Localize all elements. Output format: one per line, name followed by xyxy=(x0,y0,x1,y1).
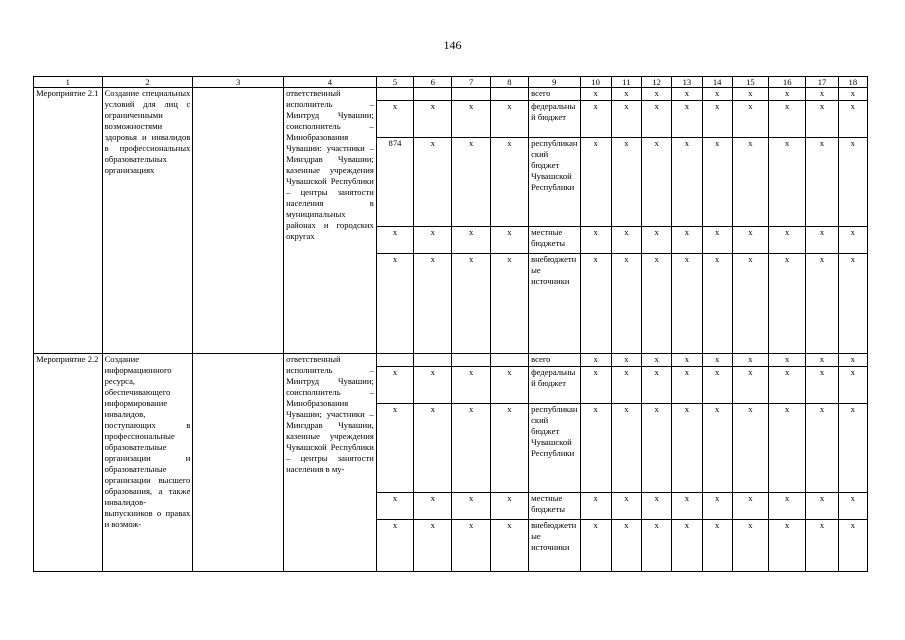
column-header-4: 4 xyxy=(284,77,377,88)
value-cell: x xyxy=(452,227,490,254)
year-mark-cell: x xyxy=(732,88,768,101)
year-mark-cell: x xyxy=(769,367,806,404)
value-cell: x xyxy=(490,138,528,227)
year-mark-cell: x xyxy=(838,101,867,138)
year-mark-cell: x xyxy=(611,493,641,520)
year-mark-cell: x xyxy=(769,354,806,367)
value-cell: x xyxy=(452,367,490,404)
event-cell: Мероприятие 2.2 xyxy=(34,354,103,572)
year-mark-cell: x xyxy=(702,254,732,354)
year-mark-cell: x xyxy=(732,101,768,138)
year-mark-cell: x xyxy=(702,520,732,572)
year-mark-cell: x xyxy=(769,88,806,101)
value-cell: x xyxy=(490,367,528,404)
value-cell xyxy=(376,88,413,101)
executor-cell: ответственный исполнитель – Минтруд Чувашии; соисполнитель – Минобразования Чувашии; участники – Минздрав Чувашии, казенные учреждения Чувашской Республики – центры занятости населения в му- xyxy=(284,354,377,572)
value-cell: x xyxy=(414,227,452,254)
column-header-12: 12 xyxy=(642,77,672,88)
year-mark-cell: x xyxy=(580,354,611,367)
value-cell: x xyxy=(490,520,528,572)
year-mark-cell: x xyxy=(806,101,838,138)
year-mark-cell: x xyxy=(672,520,702,572)
year-mark-cell: x xyxy=(732,404,768,493)
funding-source-cell: республиканский бюджет Чувашской Республики xyxy=(529,404,580,493)
value-cell: x xyxy=(490,227,528,254)
year-mark-cell: x xyxy=(806,354,838,367)
year-mark-cell: x xyxy=(732,520,768,572)
year-mark-cell: x xyxy=(611,354,641,367)
year-mark-cell: x xyxy=(838,520,867,572)
year-mark-cell: x xyxy=(672,88,702,101)
column-header-13: 13 xyxy=(672,77,702,88)
year-mark-cell: x xyxy=(806,227,838,254)
year-mark-cell: x xyxy=(611,227,641,254)
value-cell: x xyxy=(414,138,452,227)
year-mark-cell: x xyxy=(642,254,672,354)
year-mark-cell: x xyxy=(769,404,806,493)
value-cell: x xyxy=(376,254,413,354)
year-mark-cell: x xyxy=(580,254,611,354)
value-cell: x xyxy=(452,101,490,138)
column-header-18: 18 xyxy=(838,77,867,88)
year-mark-cell: x xyxy=(642,101,672,138)
year-mark-cell: x xyxy=(702,354,732,367)
year-mark-cell: x xyxy=(611,138,641,227)
year-mark-cell: x xyxy=(838,88,867,101)
year-mark-cell: x xyxy=(838,367,867,404)
column-header-8: 8 xyxy=(490,77,528,88)
column-header-6: 6 xyxy=(414,77,452,88)
value-cell xyxy=(414,88,452,101)
year-mark-cell: x xyxy=(611,404,641,493)
value-cell: 874 xyxy=(376,138,413,227)
value-cell: x xyxy=(490,404,528,493)
year-mark-cell: x xyxy=(732,138,768,227)
event-cell: Мероприятие 2.1 xyxy=(34,88,103,354)
year-mark-cell: x xyxy=(611,101,641,138)
year-mark-cell: x xyxy=(611,88,641,101)
value-cell: x xyxy=(376,493,413,520)
value-cell xyxy=(490,88,528,101)
funding-source-cell: всего xyxy=(529,354,580,367)
year-mark-cell: x xyxy=(769,254,806,354)
year-mark-cell: x xyxy=(672,101,702,138)
year-mark-cell: x xyxy=(642,367,672,404)
value-cell: x xyxy=(490,101,528,138)
year-mark-cell: x xyxy=(702,367,732,404)
year-mark-cell: x xyxy=(611,367,641,404)
year-mark-cell: x xyxy=(672,138,702,227)
year-mark-cell: x xyxy=(806,88,838,101)
value-cell: x xyxy=(414,493,452,520)
year-mark-cell: x xyxy=(732,354,768,367)
year-mark-cell: x xyxy=(580,493,611,520)
column-header-14: 14 xyxy=(702,77,732,88)
year-mark-cell: x xyxy=(642,227,672,254)
value-cell xyxy=(452,88,490,101)
year-mark-cell: x xyxy=(672,493,702,520)
year-mark-cell: x xyxy=(702,88,732,101)
value-cell: x xyxy=(376,101,413,138)
year-mark-cell: x xyxy=(769,520,806,572)
value-cell: x xyxy=(376,227,413,254)
funding-source-cell: всего xyxy=(529,88,580,101)
column-header-15: 15 xyxy=(732,77,768,88)
column-header-16: 16 xyxy=(769,77,806,88)
funding-source-cell: федеральный бюджет xyxy=(529,367,580,404)
header-row xyxy=(34,77,868,88)
table-row xyxy=(34,354,868,367)
program-table xyxy=(33,76,868,572)
column-header-3: 3 xyxy=(193,77,284,88)
column-header-2: 2 xyxy=(102,77,193,88)
value-cell: x xyxy=(490,493,528,520)
year-mark-cell: x xyxy=(580,138,611,227)
table-row xyxy=(34,88,868,101)
year-mark-cell: x xyxy=(732,254,768,354)
year-mark-cell: x xyxy=(580,101,611,138)
year-mark-cell: x xyxy=(672,367,702,404)
year-mark-cell: x xyxy=(580,520,611,572)
value-cell: x xyxy=(414,101,452,138)
year-mark-cell: x xyxy=(611,254,641,354)
year-mark-cell: x xyxy=(769,138,806,227)
column-header-1: 1 xyxy=(34,77,103,88)
value-cell xyxy=(490,354,528,367)
value-cell: x xyxy=(452,138,490,227)
empty-cell-col3 xyxy=(193,354,284,572)
year-mark-cell: x xyxy=(642,493,672,520)
value-cell: x xyxy=(376,367,413,404)
year-mark-cell: x xyxy=(702,493,732,520)
year-mark-cell: x xyxy=(702,404,732,493)
year-mark-cell: x xyxy=(580,404,611,493)
year-mark-cell: x xyxy=(580,227,611,254)
year-mark-cell: x xyxy=(806,404,838,493)
year-mark-cell: x xyxy=(732,493,768,520)
value-cell: x xyxy=(452,520,490,572)
column-header-7: 7 xyxy=(452,77,490,88)
year-mark-cell: x xyxy=(702,138,732,227)
year-mark-cell: x xyxy=(806,367,838,404)
year-mark-cell: x xyxy=(732,367,768,404)
year-mark-cell: x xyxy=(806,254,838,354)
value-cell: x xyxy=(376,404,413,493)
year-mark-cell: x xyxy=(838,404,867,493)
funding-source-cell: местные бюджеты xyxy=(529,493,580,520)
year-mark-cell: x xyxy=(642,138,672,227)
year-mark-cell: x xyxy=(838,138,867,227)
year-mark-cell: x xyxy=(580,367,611,404)
year-mark-cell: x xyxy=(702,227,732,254)
column-header-17: 17 xyxy=(806,77,838,88)
value-cell: x xyxy=(414,520,452,572)
value-cell xyxy=(414,354,452,367)
funding-source-cell: республиканский бюджет Чувашской Республики xyxy=(529,138,580,227)
empty-cell-col3 xyxy=(193,88,284,354)
year-mark-cell: x xyxy=(672,354,702,367)
year-mark-cell: x xyxy=(838,227,867,254)
funding-source-cell: местные бюджеты xyxy=(529,227,580,254)
year-mark-cell: x xyxy=(580,88,611,101)
executor-cell: ответственный исполнитель – Минтруд Чувашии; соисполнитель – Минобразования Чувашии: участники – Минздрав Чувашии; казенные учреждения Чувашской Республики – центры занятости населения в муниципальных районах и городских округах xyxy=(284,88,377,354)
year-mark-cell: x xyxy=(838,354,867,367)
year-mark-cell: x xyxy=(806,520,838,572)
column-header-9: 9 xyxy=(529,77,580,88)
funding-source-cell: внебюджетные источники xyxy=(529,520,580,572)
value-cell: x xyxy=(414,404,452,493)
year-mark-cell: x xyxy=(769,493,806,520)
column-header-11: 11 xyxy=(611,77,641,88)
value-cell: x xyxy=(376,520,413,572)
year-mark-cell: x xyxy=(838,254,867,354)
year-mark-cell: x xyxy=(642,354,672,367)
event-name-cell: Создание информационного ресурса, обеспечивающего информирование инвалидов, поступающих в профессиональные образовательные организации и образовательные организации высшего образования, а также инвалидов-выпускников о правах и возмож- xyxy=(102,354,193,572)
funding-source-cell: федеральный бюджет xyxy=(529,101,580,138)
year-mark-cell: x xyxy=(769,227,806,254)
year-mark-cell: x xyxy=(642,88,672,101)
value-cell: x xyxy=(414,367,452,404)
value-cell: x xyxy=(452,254,490,354)
value-cell xyxy=(376,354,413,367)
column-header-5: 5 xyxy=(376,77,413,88)
value-cell xyxy=(452,354,490,367)
year-mark-cell: x xyxy=(642,404,672,493)
event-name-cell: Создание специальных условий для лиц с ограниченными возможностями здоровья и инвалидов в профессиональных образовательных организациях xyxy=(102,88,193,354)
year-mark-cell: x xyxy=(642,520,672,572)
value-cell: x xyxy=(452,404,490,493)
page-number: 146 xyxy=(443,38,462,52)
year-mark-cell: x xyxy=(806,493,838,520)
value-cell: x xyxy=(490,254,528,354)
year-mark-cell: x xyxy=(611,520,641,572)
year-mark-cell: x xyxy=(838,493,867,520)
value-cell: x xyxy=(452,493,490,520)
year-mark-cell: x xyxy=(672,404,702,493)
funding-source-cell: внебюджетные источники xyxy=(529,254,580,354)
year-mark-cell: x xyxy=(732,227,768,254)
value-cell: x xyxy=(414,254,452,354)
year-mark-cell: x xyxy=(702,101,732,138)
year-mark-cell: x xyxy=(672,254,702,354)
year-mark-cell: x xyxy=(806,138,838,227)
year-mark-cell: x xyxy=(672,227,702,254)
column-header-10: 10 xyxy=(580,77,611,88)
year-mark-cell: x xyxy=(769,101,806,138)
